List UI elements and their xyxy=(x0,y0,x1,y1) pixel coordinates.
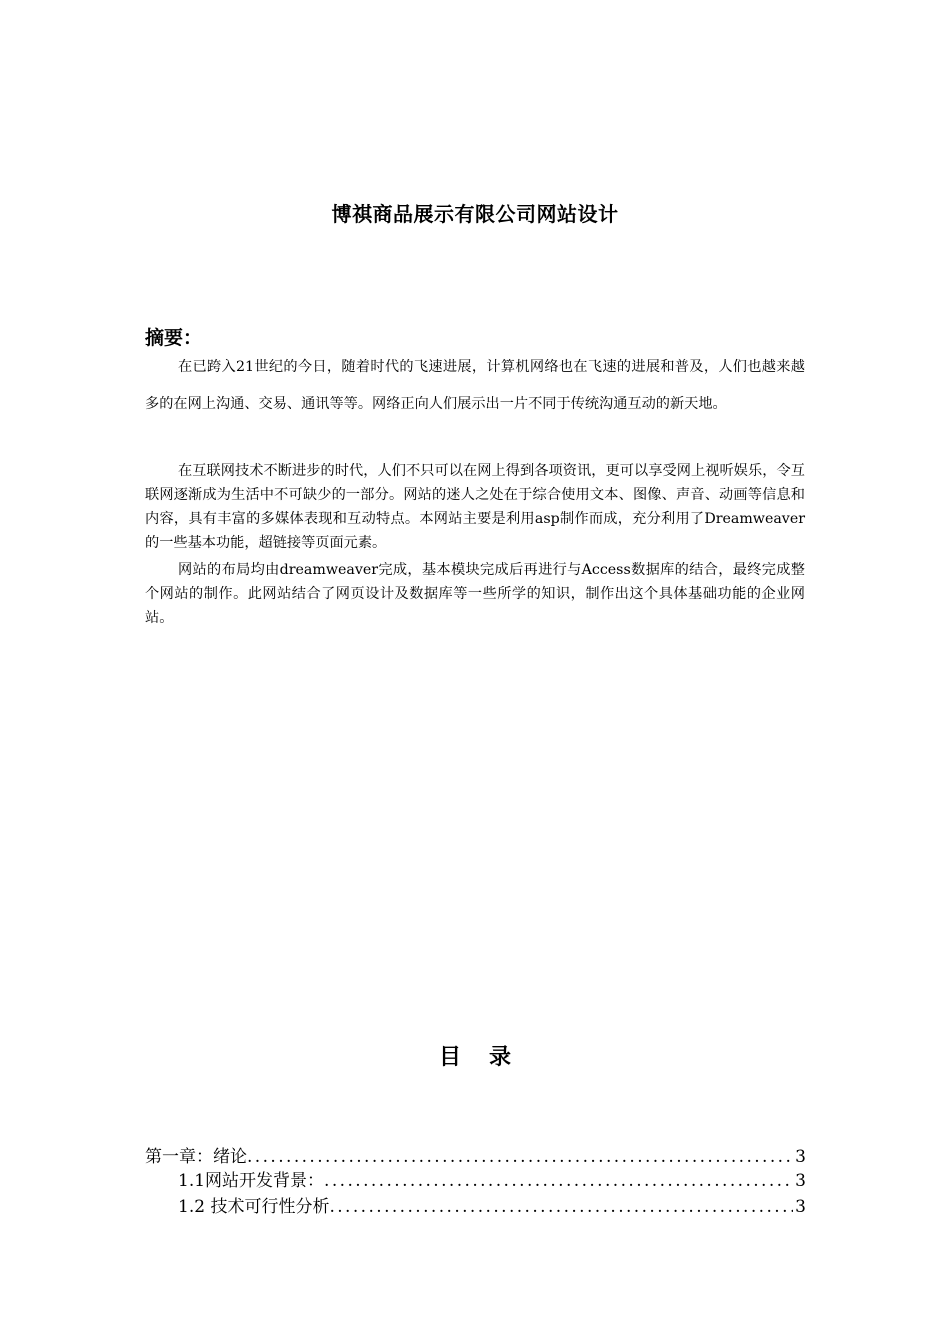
toc-entry[interactable] xyxy=(178,1192,806,1216)
abstract-paragraph: 网站的布局均由dreamweaver完成，基本模块完成后再进行与Access数据库的结合，最终完成整个网站的制作。此网站结合了网页设计及数据库等一些所学的知识，制作出这个具体基础功能的企业网站。 xyxy=(145,562,805,626)
abstract-paragraph: 在互联网技术不断进步的时代，人们不只可以在网上得到各项资讯，更可以享受网上视听娱乐，令互联网逐渐成为生活中不可缺少的一部分。网站的迷人之处在于综合使用文本、图像、声音、动画等信息和内容，具有丰富的多媒体表现和互动特点。本网站主要是利用asp制作而成，充分利用了Dreamweaver的一些基本功能，超链接等页面元素。 xyxy=(145,463,805,551)
toc-leader-dots xyxy=(247,1147,793,1166)
toc-entry[interactable] xyxy=(145,1142,806,1166)
toc-entry-page: 3 xyxy=(795,1147,806,1166)
toc-entry-page: 3 xyxy=(795,1171,806,1190)
abstract-paragraph: 在已跨入21世纪的今日，随着时代的飞速进展，计算机网络也在飞速的进展和普及，人们也越来越多的在网上沟通、交易、通讯等等。网络正向人们展示出一片不同于传统沟通互动的新天地。 xyxy=(145,359,805,412)
abstract-heading: 摘要： xyxy=(145,327,203,349)
toc-leader-dots xyxy=(324,1171,793,1190)
toc-entry-title: 1.2 技术可行性分析 xyxy=(178,1197,330,1216)
document-title: 博祺商品展示有限公司网站设计 xyxy=(331,202,619,226)
toc-heading: 目录 xyxy=(438,1045,539,1070)
toc-entry-page: 3 xyxy=(795,1197,806,1216)
toc-entry-title: 1.1网站开发背景： xyxy=(178,1171,325,1190)
toc-entry-title: 第一章：绪论 xyxy=(145,1147,247,1166)
toc-leader-dots xyxy=(329,1197,793,1216)
toc-entry[interactable] xyxy=(178,1166,806,1190)
